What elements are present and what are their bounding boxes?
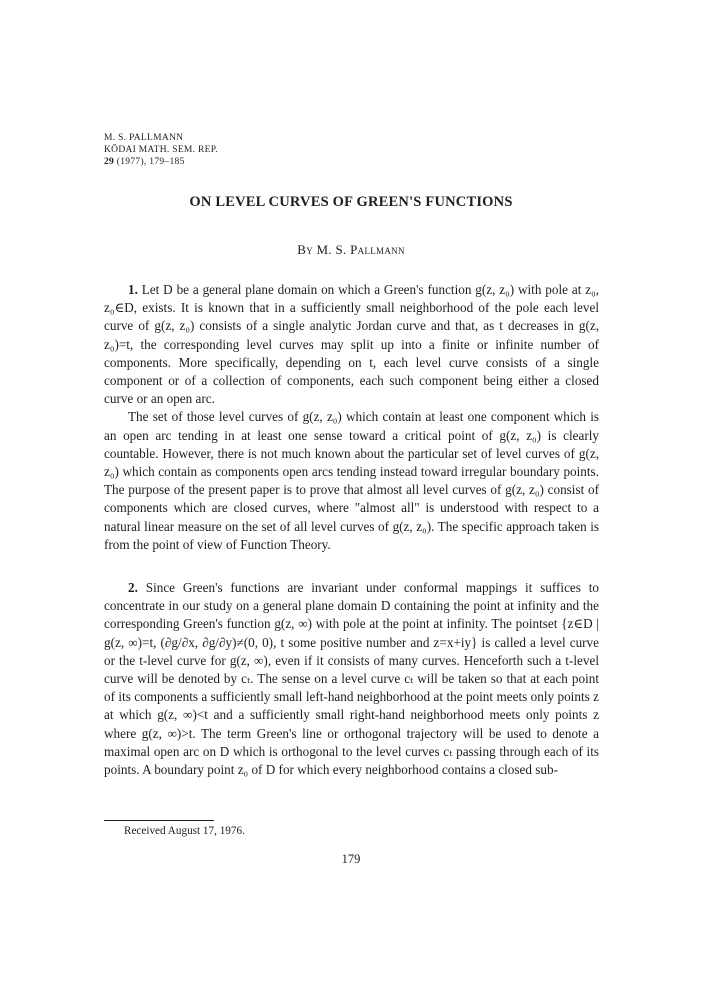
section-1-paragraph-1 (104, 281, 599, 408)
header-journal: KŌDAI MATH. SEM. REP. (104, 145, 218, 155)
section-2-paragraph-1 (104, 579, 599, 779)
byline: By M. S. Pallmann (297, 242, 405, 257)
section-2-number: 2. (128, 580, 138, 595)
section-1 (104, 281, 599, 554)
header-volume-line (104, 156, 218, 168)
section-1-text-1: Let D be a general plane domain on which a Green's function g(z, z₀) with pole at z₀, z₀∈D, exists. It is known that in a sufficiently small neighborhood of the pole each level curve of g(z, z₀) consists of a single analytic Jordan curve and that, as t decreases in g(z, z₀)=t, the corresponding level curves may split up into a finite or infinite number of components. More specifically, depending on t, each level curve consists of a single component or of a collection of components, each such component being either a closed curve or an open arc. (104, 282, 599, 407)
header-author: M. S. PALLMANN (104, 133, 184, 143)
section-1-number: 1. (128, 282, 138, 297)
section-1-paragraph-2: The set of those level curves of g(z, z₀) which contain at least one component which is an open arc tending in at least one sense toward a critical point of g(z, z₀) is clearly countable. However, there is not much known about the particular set of level curves of g(z, z₀) which contain as components open arcs tending instead toward irregular boundary points. The purpose of the present paper is to prove that almost all level curves of g(z, z₀) consist of components which are closed curves, where "almost all" is understood with respect to a natural linear measure on the set of all level curves of g(z, z₀). The specific approach taken is from the point of view of Function Theory. (104, 409, 599, 552)
section-2 (104, 579, 599, 779)
page-number: 179 (341, 852, 361, 866)
header-volume: 29 (104, 157, 115, 167)
header-year-pages: (1977), 179–185 (116, 157, 185, 167)
footnote-rule (104, 820, 214, 821)
paper-title: ON LEVEL CURVES OF GREEN'S FUNCTIONS (189, 194, 513, 210)
footnote: Received August 17, 1976. (124, 825, 245, 837)
running-header (104, 132, 218, 168)
section-2-text-1: Since Green's functions are invariant under conformal mappings it suffices to concentrate in our study on a general plane domain D containing the point at infinity and the corresponding Green's function g(z, ∞) with pole at the point at infinity. The pointset {z∈D | g(z, ∞)=t, (∂g/∂x, ∂g/∂y)≠(0, 0), t some positive number and z=x+iy} is called a level curve or the t-level curve for g(z, ∞), even if it consists of many curves. Henceforth such a t-level curve will be denoted by cₜ. The sense on a level curve cₜ will be taken so that at each point of its components a sufficiently small left-hand neighborhood at the point meets only points z at which g(z, ∞)<t and a sufficiently small right-hand neighborhood meets only points z where g(z, ∞)>t. The term Green's line or orthogonal trajectory will be used to denote a maximal open arc on D which is orthogonal to the level curves cₜ passing through each of its points. A boundary point z₀ of D for which every neighborhood contains a closed sub- (104, 580, 600, 778)
